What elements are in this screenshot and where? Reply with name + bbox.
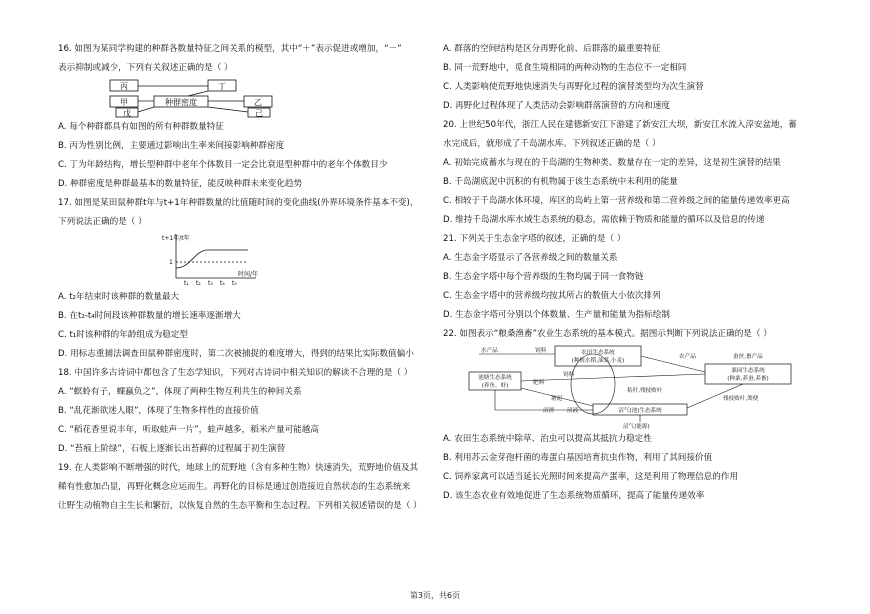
- page-footer: 第3页，共6页: [409, 591, 461, 600]
- q21-option-a: A. 生态金字塔显示了各营养级之间的数量关系: [443, 253, 618, 263]
- graph-tick-t1: t₁: [184, 280, 189, 287]
- q22-option-a: A. 农田生态系统中除草、治虫可以提高其抵抗力稳定性: [443, 434, 652, 444]
- diag-residue: 残枝败叶,粪便: [723, 396, 759, 402]
- population-model-diagram: [58, 78, 288, 118]
- diag-biogas-system: 沼气(池)生态系统: [618, 408, 662, 414]
- q19-stem-line2: 稀有性愈加凸显，再野化概念应运而生。再野化的目标是通过创造接近自然状态的生态系统来: [58, 482, 411, 492]
- diag-pond: 池塘生态系统: [478, 375, 512, 381]
- graph-xlabel: 时间/年: [238, 271, 258, 278]
- q22-stem: 22. 如图表示“粮桑渔畜”农业生态系统的基本模式。据图示判断下列说法正确的是（ ）: [443, 329, 772, 339]
- diagram-wu: 戊: [123, 109, 131, 118]
- graph-one: 1: [169, 259, 173, 266]
- agro-ecosystem-diagram: [443, 344, 831, 430]
- graph-ylabel: t+1年/t年: [162, 235, 190, 242]
- diagram-density: 种群密度: [165, 98, 197, 107]
- q20-option-a: A. 初始完成蓄水与现在的千岛湖的生物种类、数量存在一定的差异，这是初生演替的结果: [443, 158, 781, 168]
- diag-farm-products: 农产品: [679, 354, 696, 360]
- q19-option-b: B. 同一荒野地中，觅食生境相同的两种动物的生态位不一定相同: [443, 63, 687, 73]
- q17-stem-line2: 下列说法正确的是（ ）: [58, 217, 147, 227]
- q19-option-a: A. 群落的空间结构是区分再野化前、后群落的最重要特征: [443, 44, 661, 54]
- q20-option-d: D. 维持千岛湖水库水域生态系统的稳态，需依赖于物质和能量的循环以及信息的传递: [443, 215, 765, 225]
- right-column: [443, 40, 831, 506]
- q18-stem: 18. 中国许多古诗词中都包含了生态学知识，下列对古诗词中相关知识的解读不合理的是（ ）: [58, 368, 413, 378]
- diagram-yi: 乙: [254, 98, 262, 107]
- diag-biogas-residue: 沼渣: [543, 408, 555, 414]
- diag-mulberry: 桑园生态系统: [731, 368, 765, 374]
- diag-silk-products: 蚕丝,畜产品: [733, 354, 763, 360]
- graph-tick-t3: t₃: [208, 280, 213, 287]
- q19-option-c: C. 人类影响使荒野地快速消失与再野化过程的演替类型均为次生演替: [443, 82, 704, 92]
- diag-feed-mid: 饲料: [563, 372, 575, 378]
- q16-option-b: B. 丙为性别比例，主要通过影响出生率来间接影响种群密度: [58, 141, 285, 151]
- diag-farmland: 农田生态系统: [581, 350, 615, 356]
- q19-stem-line3: 让野生动植物自主生长和繁衍，以恢复自然的生态平衡和生态过程。下列相关叙述错误的是（ ）: [58, 501, 422, 511]
- diag-fertilizer: 肥料: [533, 380, 545, 386]
- diagram-ji: 己: [255, 109, 263, 118]
- diag-mulberry-sub: (种桑,养蚕,养畜): [727, 376, 769, 382]
- q17-stem-line1: 17. 如图是某田鼠种群t年与t+1年种群数量的比值随时间的变化曲线(外界环境条件基本不变)，: [58, 198, 419, 208]
- q19-option-d: D. 再野化过程体现了人类活动会影响群落演替的方向和速度: [443, 101, 670, 111]
- q18-option-a: A. “螟蛉有子，蜾蠃负之”，体现了两种生物互利共生的种间关系: [58, 387, 302, 397]
- q16-diagram: [58, 78, 446, 118]
- q18-option-c: C. “稻花香里说丰年，听取蛙声一片”，蛙声越多，稻米产量可能越高: [58, 425, 319, 435]
- diagram-bing: 丙: [120, 82, 128, 91]
- diag-biogas-energy: 沼气(能源): [623, 424, 650, 430]
- ratio-curve-graph: [58, 232, 258, 288]
- diag-feed-top: 饲料: [535, 348, 547, 354]
- q22-diagram: [443, 344, 831, 430]
- q21-option-c: C. 生态金字塔中的营养级均按其所占的数值大小依次排列: [443, 291, 661, 301]
- diag-biogas-liquid: 沼液: [567, 408, 579, 414]
- q22-option-c: C. 饲养家禽可以适当延长光照时间来提高产蛋率，这是利用了物理信息的作用: [443, 472, 739, 482]
- q16-stem-line1: 16. 如图为某同学构建的种群各数量特征之间关系的模型，其中“＋”表示促进或增加，“－”: [58, 44, 402, 54]
- left-column: [58, 40, 446, 516]
- q18-option-d: D. “苔痕上阶绿”，石板上逐渐长出苔藓的过程属于初生演替: [58, 444, 286, 454]
- q17-option-d: D. 用标志重捕法调查田鼠种群密度时，第二次被捕捉的难度增大，得到的结果比实际数值偏小: [58, 349, 414, 359]
- q16-stem-line2: 表示抑制或减少，下列有关叙述正确的是（ ）: [58, 63, 233, 73]
- q17-option-a: A. t₂年结束时该种群的数量最大: [58, 292, 180, 302]
- q20-option-c: C. 相较于千岛湖水体环境，库区的岛屿上第一营养级和第二营养级之间的能量传递效率更高: [443, 196, 790, 206]
- q17-option-b: B. 在t₂-t₄时间段该种群数量的增长速率逐渐增大: [58, 311, 241, 321]
- q21-stem: 21. 下列关于生态金字塔的叙述，正确的是（ ）: [443, 234, 626, 244]
- q20-stem-line1: 20. 上世纪50年代，浙江人民在建德新安江下游建了新安江大坝，新安江水流入淳安盆地，蓄: [443, 120, 797, 130]
- q22-option-d: D. 该生态农业有效地促进了生态系统物质循环，提高了能量传递效率: [443, 491, 705, 501]
- q20-stem-line2: 水完成后，就形成了千岛湖水库。下列叙述正确的是（ ）: [443, 139, 661, 149]
- q18-option-b: B. “乱花渐欲迷人眼”，体现了生物多样性的直接价值: [58, 406, 259, 416]
- graph-tick-t2: t₂: [196, 280, 201, 287]
- diag-pond-mud: 塘泥: [551, 396, 563, 402]
- graph-tick-t5: t₅: [232, 280, 237, 287]
- q17-graph: [58, 232, 446, 288]
- diagram-jia: 甲: [120, 98, 128, 107]
- graph-tick-t4: t₄: [220, 280, 225, 287]
- q21-option-d: D. 生态金字塔可分别以个体数量、生产量和能量为指标绘制: [443, 310, 670, 320]
- q16-option-c: C. 丁为年龄结构，增长型种群中老年个体数目一定会比衰退型种群中的老年个体数目少: [58, 160, 388, 170]
- diag-pond-sub: (养鱼、虾): [481, 383, 509, 389]
- q16-option-d: D. 种群密度是种群最基本的数量特征，能反映种群未来变化趋势: [58, 179, 303, 189]
- q20-option-b: B. 千岛湖底泥中沉积的有机物属于该生态系统中未利用的能量: [443, 177, 678, 187]
- q19-stem-line1: 19. 在人类影响不断增强的时代，地球上的荒野地（含有多种生物）快速消失，荒野地价值及其: [58, 463, 419, 473]
- diag-straw: 秸秆,残枝败叶: [627, 388, 663, 394]
- q22-option-b: B. 利用苏云金芽孢杆菌的毒蛋白基因培育抗虫作物，利用了其间接价值: [443, 453, 713, 463]
- q16-option-a: A. 每个种群都具有如图的所有种群数量特征: [58, 122, 224, 132]
- diag-farmland-sub: (种植水稻,油菜,小麦): [571, 358, 625, 364]
- q21-option-b: B. 生态金字塔中每个营养级的生物均属于同一食物链: [443, 272, 644, 282]
- diag-water-products: 水产品: [481, 348, 498, 354]
- diagram-ding: 丁: [218, 82, 226, 91]
- q17-option-c: C. t₁时该种群的年龄组成为稳定型: [58, 330, 188, 340]
